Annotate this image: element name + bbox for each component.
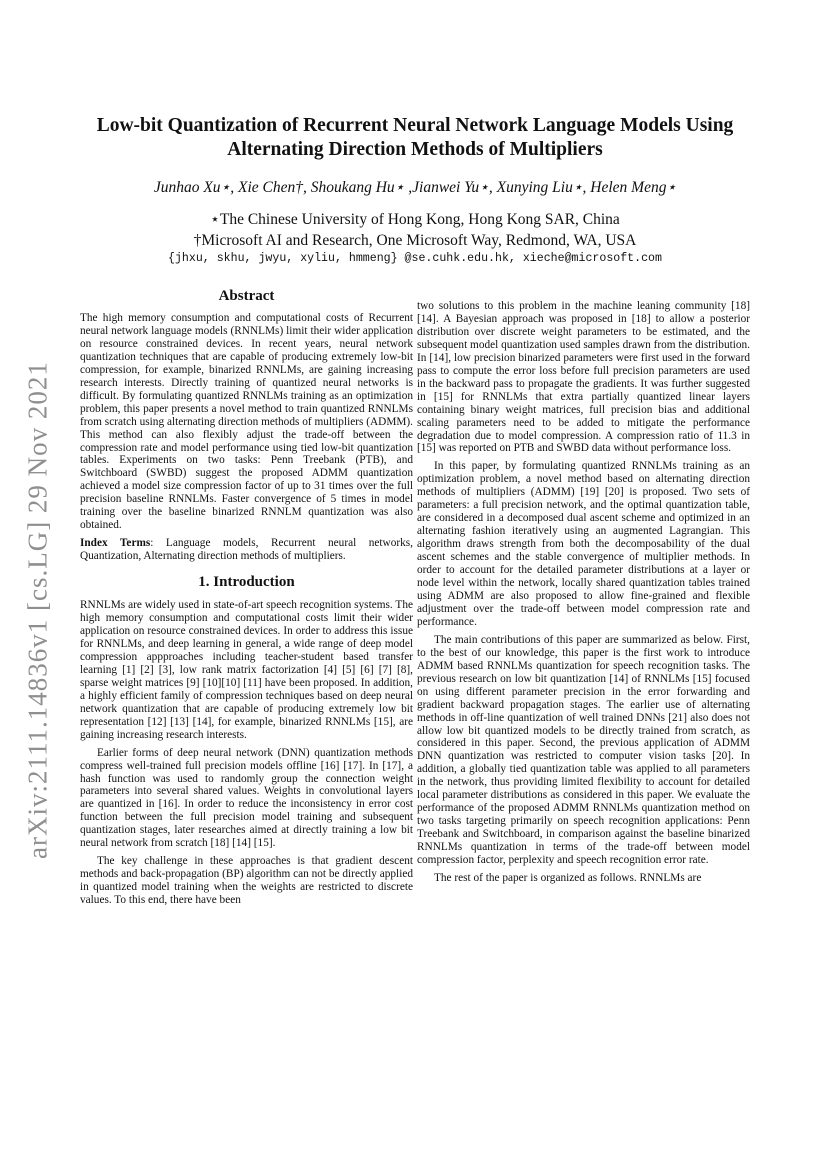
introduction-heading: 1. Introduction <box>198 574 295 591</box>
left-column <box>80 287 413 907</box>
author-emails: {jhxu, skhu, jwyu, xyliu, hmmeng} @se.cuhk.edu.hk, xieche@microsoft.com <box>168 252 662 265</box>
right-column <box>417 300 750 885</box>
title-line-1: Low-bit Quantization of Recurrent Neural Network Language Models Using <box>96 115 734 136</box>
intro-paragraph-2: Earlier forms of deep neural network (DNN) quantization methods compress well-trained full precision models offline [16] [17]. In [17], a hash function was used to randomly group the connection weight parameters into several shared values. Weights in convolutional layers are quantized in [16]. In order to reduce the inconsistency in error cost function between the full precision model training and subsequent quantization stages, later researches aimed at directly training a low bit neural network from scratch [18] [14] [15]. <box>80 746 413 850</box>
right-paragraph-1: two solutions to this problem in the machine leaning community [18] [14]. A Bayesian approach was proposed in [18] to allow a posterior distribution over discrete weight parameters to be estimated, and the subsequent model quantization used samples drawn from the distribution. In [14], low precision binarized parameters were first used in the forward pass to compute the error loss before full precision parameters are used in the backward pass to propagate the gradients. It was further suggested in [15] for RNNLMs that extra partially quantized linear layers containing binary weight matrices, full precision bias and additional scaling parameters need to be added to mitigate the performance degradation due to model compression. A compression ratio of 11.3 in [15] was reported on PTB and SWBD data without performance loss. <box>417 300 750 455</box>
intro-paragraph-1: RNNLMs are widely used in state-of-art speech recognition systems. The high memory consumption and computational costs limit their wider application on resource constrained devices. In order to address this issue for RNNLMs, and deep learning in general, a wide range of deep model compression appproaches including teacher-student based transfer learning [1] [2] [3], low rank matrix factorization [4] [5] [6] [7] [8], sparse weight matrices [9] [10][10] [11] have been proposed. In addition, a highly efficient family of compression techniques based on deep neural network quantization that are capable of producing extremely low bit representation [12] [13] [14], for example, binarized RNNLMs [15], are gaining increasing research interests. <box>80 599 413 741</box>
affiliation-microsoft: †Microsoft AI and Research, One Microsoft Way, Redmond, WA, USA <box>193 232 637 249</box>
arxiv-identifier: arXiv:2111.14836v1 [cs.LG] 29 Nov 2021 <box>22 361 53 859</box>
abstract-body: The high memory consumption and computational costs of Recurrent neural network language models (RNNLMs) limit their wider application on resource constrained devices. In recent years, neural network quantization techniques that are capable of producing extremely low-bit compression, for example, binarized RNNLMs, are gaining increasing research interests. Directly training of quantized neural networks is difficult. By formulating quantized RNNLMs training as an optimization problem, this paper presents a novel method to train quantized RNNLMs from scratch using alternating direction methods of multipliers (ADMM). This method can also flexibly adjust the trade-off between the compression rate and model performance using tied low-bit quantization tables. Experiments on two tasks: Penn Treebank (PTB), and Switchboard (SWBD) suggest the proposed ADMM quantization achieved a model size compression factor of up to 31 times over the full precision baseline RNNLMs. Faster convergence of 5 times in model training over the baseline binarized RNNLM quantization was also obtained. <box>80 312 413 532</box>
paper-title <box>80 114 750 162</box>
right-paragraph-4: The rest of the paper is organized as follows. RNNLMs are <box>433 871 702 884</box>
affiliation-cuhk: ⋆The Chinese University of Hong Kong, Hong Kong SAR, China <box>210 211 620 228</box>
affiliations <box>80 209 750 251</box>
index-terms <box>80 537 413 563</box>
title-line-2: Alternating Direction Methods of Multipliers <box>227 139 603 160</box>
index-terms-label: Index Terms <box>80 537 151 550</box>
right-paragraph-2: In this paper, by formulating quantized RNNLMs training as an optimization problem, a novel method based on alternating direction methods of multipliers (ADMM) [19] [20] is proposed. Two sets of parameters: a full precision network, and the optimal quantization table, are considered in a decomposed dual ascent scheme and optimized in an alternating fashion iteratively using an augmented Lagrangian. This algorithm draws strength from both the decomposability of the dual ascent schemes and the stable convergence of multiplier methods. In order to account for the detailed parameter distributions at a layer or node level within the network, locally shared quantization tables trained using ADMM are also proposed to allow fine-grained and flexible adjustment over the trade-off between model compression rate and performance. <box>417 460 750 628</box>
author-list: Junhao Xu⋆, Xie Chen†, Shoukang Hu⋆ ,Jianwei Yu⋆, Xunying Liu⋆, Helen Meng⋆ <box>153 179 677 196</box>
abstract-heading: Abstract <box>218 288 275 304</box>
intro-paragraph-3: The key challenge in these approaches is that gradient descent methods and back-propagation (BP) algorithm can not be directly applied in quantized model training when the weights are restricted to discrete values. To this end, there have been <box>80 855 413 907</box>
right-paragraph-3: The main contributions of this paper are summarized as below. First, to the best of our knowledge, this paper is the first work to introduce ADMM based RNNLMs quantization for speech recognition tasks. The previous research on low bit quantization [14] of RNNLMs [15] focused on using different parameter precision in the error forwarding and gradient backward propagation stages. The earlier use of alternating methods in off-line quantization of well trained DNNs [21] also does not allow low bit quantized models to be directly trained from scratch, as considered in this paper. Second, the previous application of ADMM DNN quantization was restricted to computer vision tasks [20]. In addition, a globally tied quantization table was applied to all parameters in the network, thus providing limited flexibility to account for detailed local parameter distributions as considered in this paper. We evaluate the performance of the proposed ADMM RNNLMs quantization method on two tasks targeting primarily on speech recognition applications: Penn Treebank and Switchboard, in comparison against the baseline binarized RNNLMs quantization in terms of the trade-off between model compression factor, perplexity and speech recognition error rate. <box>417 633 750 867</box>
index-terms-text: : Language models, Recurrent neural networks, Quantization, Alternating direction methods of multipliers. <box>80 537 413 563</box>
